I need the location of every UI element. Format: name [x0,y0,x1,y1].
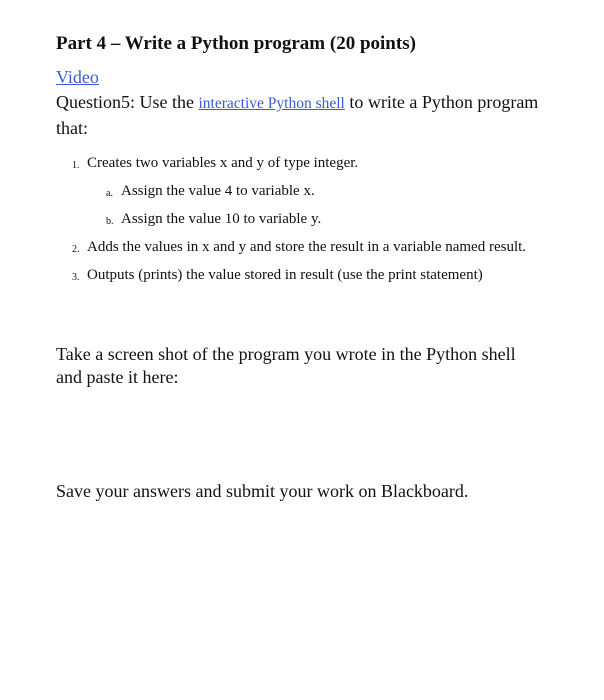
section-heading: Part 4 – Write a Python program (20 points) [56,33,416,54]
list-item-marker: b. [106,216,114,227]
list-item-text: Creates two variables x and y of type integer. [87,155,359,171]
list-item [56,266,556,285]
list-item-marker: 3. [72,272,80,283]
list-item-marker: a. [106,188,113,199]
python-shell-link[interactable]: interactive Python shell [198,95,345,112]
list-item-text: Assign the value 4 to variable x. [121,183,315,199]
sub-list-item [56,210,556,229]
sub-list-item [56,182,556,201]
question-text-end: to write a Python program that: [56,92,539,138]
question-text [56,90,556,140]
list-item [56,154,556,173]
list-item [56,238,556,257]
list-item-text: Adds the values in x and y and store the result in a variable named result. [87,239,527,255]
video-link[interactable]: Video [56,67,99,87]
document-body [56,30,556,501]
list-item-text: Assign the value 10 to variable y. [121,211,322,227]
list-item-text: Outputs (prints) the value stored in result (use the print statement) [87,267,483,283]
screenshot-instruction: Take a screen shot of the program you wrote in the Python shell and paste it here: [56,344,516,387]
list-item-marker: 2. [72,244,80,255]
list-item-marker: 1. [72,160,80,171]
instruction-list [56,154,556,285]
question-text-start: Question5: Use the [56,92,199,112]
save-instruction: Save your answers and submit your work on Blackboard. [56,481,469,501]
